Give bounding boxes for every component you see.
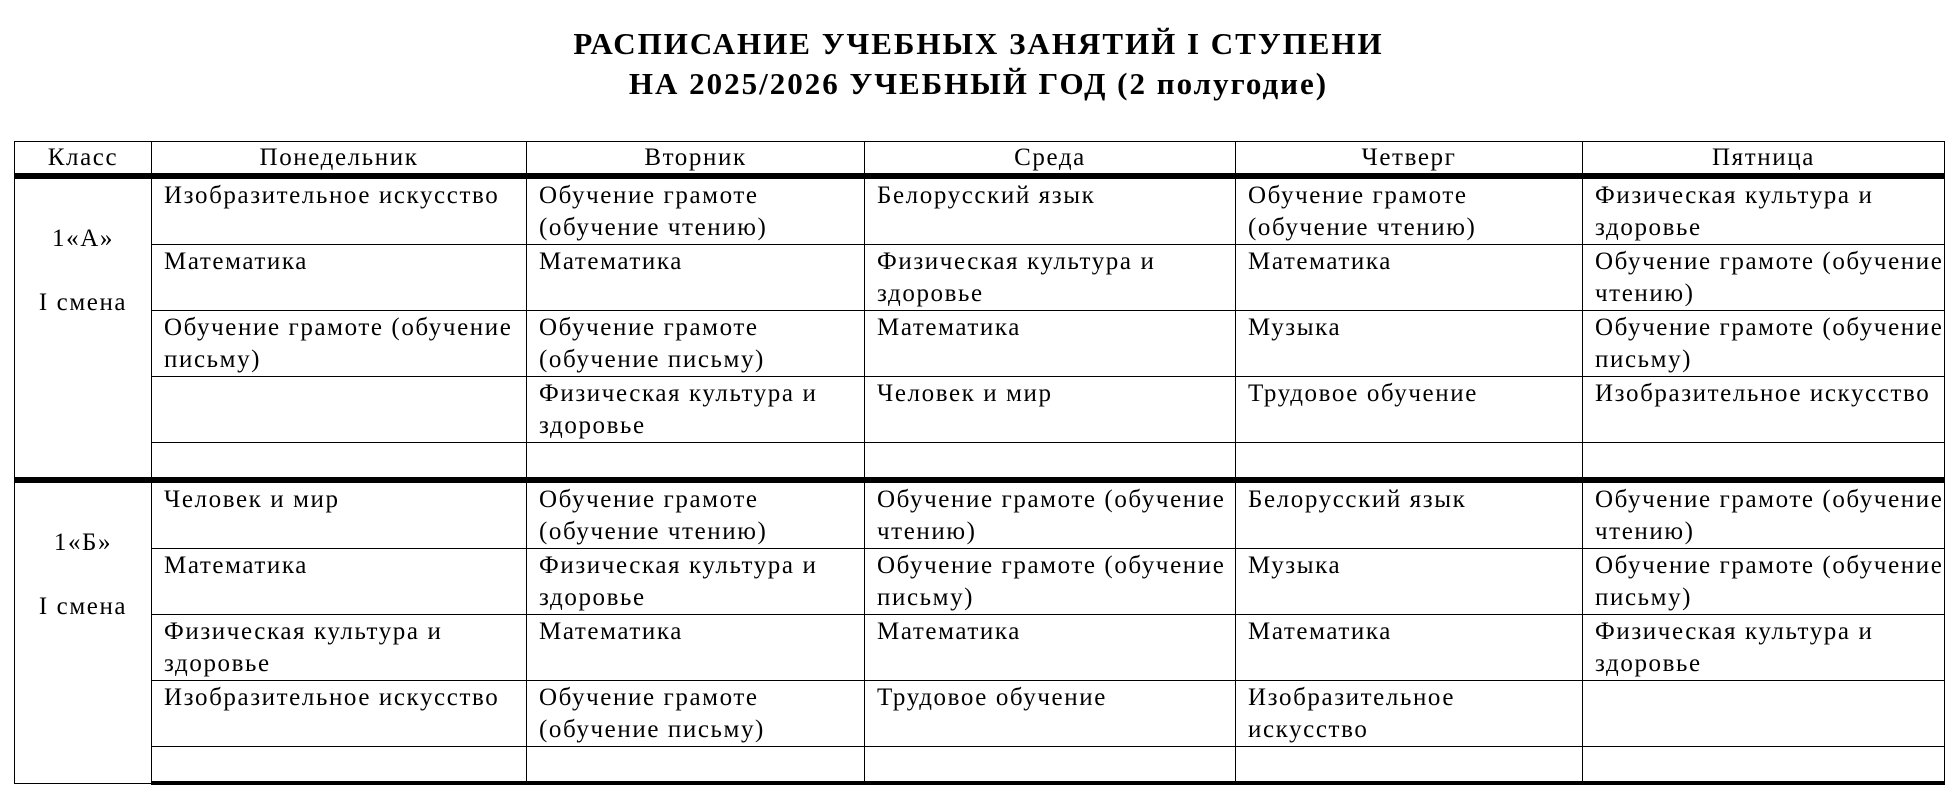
lesson-cell-wednesday	[865, 245, 1236, 311]
lesson-subject: Математика	[164, 552, 308, 579]
header-friday: Пятница	[1583, 142, 1945, 177]
table-row	[15, 681, 1945, 747]
lesson-subject: Белорусский язык	[877, 182, 1096, 209]
lesson-subject: Трудовое обучение	[877, 684, 1107, 711]
lesson-cell-friday	[1583, 615, 1945, 681]
lesson-subject: Физическая культура и здоровье	[877, 248, 1156, 307]
lesson-cell-thursday	[1236, 443, 1583, 481]
lesson-cell-friday	[1583, 549, 1945, 615]
header-tuesday: Вторник	[527, 142, 865, 177]
lesson-subject: Человек и мир	[164, 486, 340, 513]
lesson-cell-thursday	[1236, 480, 1583, 549]
lesson-cell-friday	[1583, 245, 1945, 311]
lesson-cell-tuesday	[527, 480, 865, 549]
table-row	[15, 245, 1945, 311]
table-row	[15, 176, 1945, 245]
header-monday: Понедельник	[152, 142, 527, 177]
lesson-subject: Человек и мир	[877, 380, 1053, 407]
lesson-cell-tuesday	[527, 311, 865, 377]
lesson-subject: Математика	[1248, 248, 1392, 275]
schedule-table	[14, 141, 1945, 785]
lesson-subject: Обучение грамоте (обучение чтению)	[1595, 486, 1944, 545]
lesson-cell-thursday	[1236, 681, 1583, 747]
lesson-cell-monday	[152, 747, 527, 784]
lesson-cell-tuesday	[527, 681, 865, 747]
lesson-cell-friday	[1583, 747, 1945, 784]
lesson-subject: Физическая культура и здоровье	[1595, 618, 1874, 677]
table-row	[15, 549, 1945, 615]
lesson-cell-tuesday	[527, 377, 865, 443]
lesson-cell-wednesday	[865, 377, 1236, 443]
lesson-cell-tuesday	[527, 549, 865, 615]
lesson-cell-thursday	[1236, 245, 1583, 311]
lesson-subject: Обучение грамоте (обучение чтению)	[1595, 248, 1944, 307]
lesson-subject: Трудовое обучение	[1248, 380, 1478, 407]
lesson-subject: Обучение грамоте (обучение письму)	[1595, 552, 1944, 611]
lesson-cell-thursday	[1236, 311, 1583, 377]
lesson-subject: Музыка	[1248, 314, 1342, 341]
class-name: 1«А»	[52, 225, 114, 252]
lesson-subject: Физическая культура и здоровье	[539, 380, 818, 439]
lesson-subject: Математика	[539, 248, 683, 275]
lesson-cell-tuesday	[527, 176, 865, 245]
lesson-cell-wednesday	[865, 176, 1236, 245]
lesson-cell-wednesday	[865, 443, 1236, 481]
lesson-subject: Музыка	[1248, 552, 1342, 579]
document-title	[0, 24, 1957, 104]
lesson-subject: Физическая культура и здоровье	[539, 552, 818, 611]
table-row	[15, 443, 1945, 481]
lesson-cell-tuesday	[527, 747, 865, 784]
lesson-subject: Обучение грамоте (обучение чтению)	[539, 486, 768, 545]
schedule-body	[15, 176, 1945, 783]
lesson-cell-monday	[152, 681, 527, 747]
header-class: Класс	[15, 142, 152, 177]
table-row	[15, 747, 1945, 784]
lesson-cell-monday	[152, 549, 527, 615]
lesson-cell-friday	[1583, 176, 1945, 245]
lesson-cell-monday	[152, 480, 527, 549]
lesson-cell-wednesday	[865, 549, 1236, 615]
lesson-subject: Физическая культура и здоровье	[164, 618, 443, 677]
lesson-cell-friday	[1583, 443, 1945, 481]
lesson-cell-thursday	[1236, 549, 1583, 615]
lesson-cell-monday	[152, 311, 527, 377]
lesson-cell-monday	[152, 245, 527, 311]
header-row	[15, 142, 1945, 177]
lesson-cell-wednesday	[865, 747, 1236, 784]
lesson-cell-tuesday	[527, 245, 865, 311]
title-line-2: НА 2025/2026 УЧЕБНЫЙ ГОД (2 полугодие)	[628, 66, 1329, 101]
lesson-cell-thursday	[1236, 615, 1583, 681]
lesson-cell-friday	[1583, 311, 1945, 377]
header-thursday: Четверг	[1236, 142, 1583, 177]
lesson-subject: Математика	[877, 618, 1021, 645]
lesson-subject: Математика	[164, 248, 308, 275]
lesson-cell-friday	[1583, 480, 1945, 549]
class-cell	[15, 176, 152, 480]
lesson-cell-wednesday	[865, 311, 1236, 377]
table-row	[15, 615, 1945, 681]
lesson-cell-thursday	[1236, 377, 1583, 443]
class-name: 1«Б»	[53, 529, 113, 556]
class-shift: I смена	[38, 289, 128, 316]
lesson-subject: Обучение грамоте (обучение письму)	[1595, 314, 1944, 373]
header-wednesday: Среда	[865, 142, 1236, 177]
lesson-subject: Математика	[539, 618, 683, 645]
lesson-cell-wednesday	[865, 480, 1236, 549]
title-line-1: РАСПИСАНИЕ УЧЕБНЫХ ЗАНЯТИЙ I СТУПЕНИ	[573, 26, 1384, 61]
lesson-subject: Белорусский язык	[1248, 486, 1467, 513]
lesson-subject: Обучение грамоте (обучение письму)	[539, 684, 765, 743]
lesson-subject: Изобразительное искусство	[164, 182, 500, 209]
table-row	[15, 377, 1945, 443]
lesson-cell-friday	[1583, 681, 1945, 747]
lesson-cell-monday	[152, 377, 527, 443]
lesson-subject: Физическая культура и здоровье	[1595, 182, 1874, 241]
lesson-subject: Изобразительное искусство	[1248, 684, 1456, 743]
lesson-subject: Обучение грамоте (обучение чтению)	[1248, 182, 1477, 241]
table-row	[15, 311, 1945, 377]
lesson-subject: Обучение грамоте (обучение письму)	[164, 314, 513, 373]
lesson-subject: Обучение грамоте (обучение письму)	[539, 314, 765, 373]
lesson-subject: Математика	[877, 314, 1021, 341]
class-shift: I смена	[38, 593, 128, 620]
lesson-subject: Изобразительное искусство	[1595, 380, 1931, 407]
lesson-cell-tuesday	[527, 443, 865, 481]
lesson-cell-friday	[1583, 377, 1945, 443]
lesson-subject: Математика	[1248, 618, 1392, 645]
lesson-subject: Обучение грамоте (обучение письму)	[877, 552, 1226, 611]
lesson-cell-monday	[152, 615, 527, 681]
lesson-subject: Обучение грамоте (обучение чтению)	[539, 182, 768, 241]
lesson-subject: Обучение грамоте (обучение чтению)	[877, 486, 1226, 545]
lesson-cell-monday	[152, 443, 527, 481]
lesson-cell-thursday	[1236, 747, 1583, 784]
class-cell	[15, 480, 152, 783]
lesson-cell-thursday	[1236, 176, 1583, 245]
lesson-subject: Изобразительное искусство	[164, 684, 500, 711]
lesson-cell-tuesday	[527, 615, 865, 681]
lesson-cell-monday	[152, 176, 527, 245]
lesson-cell-wednesday	[865, 681, 1236, 747]
lesson-cell-wednesday	[865, 615, 1236, 681]
table-row	[15, 480, 1945, 549]
